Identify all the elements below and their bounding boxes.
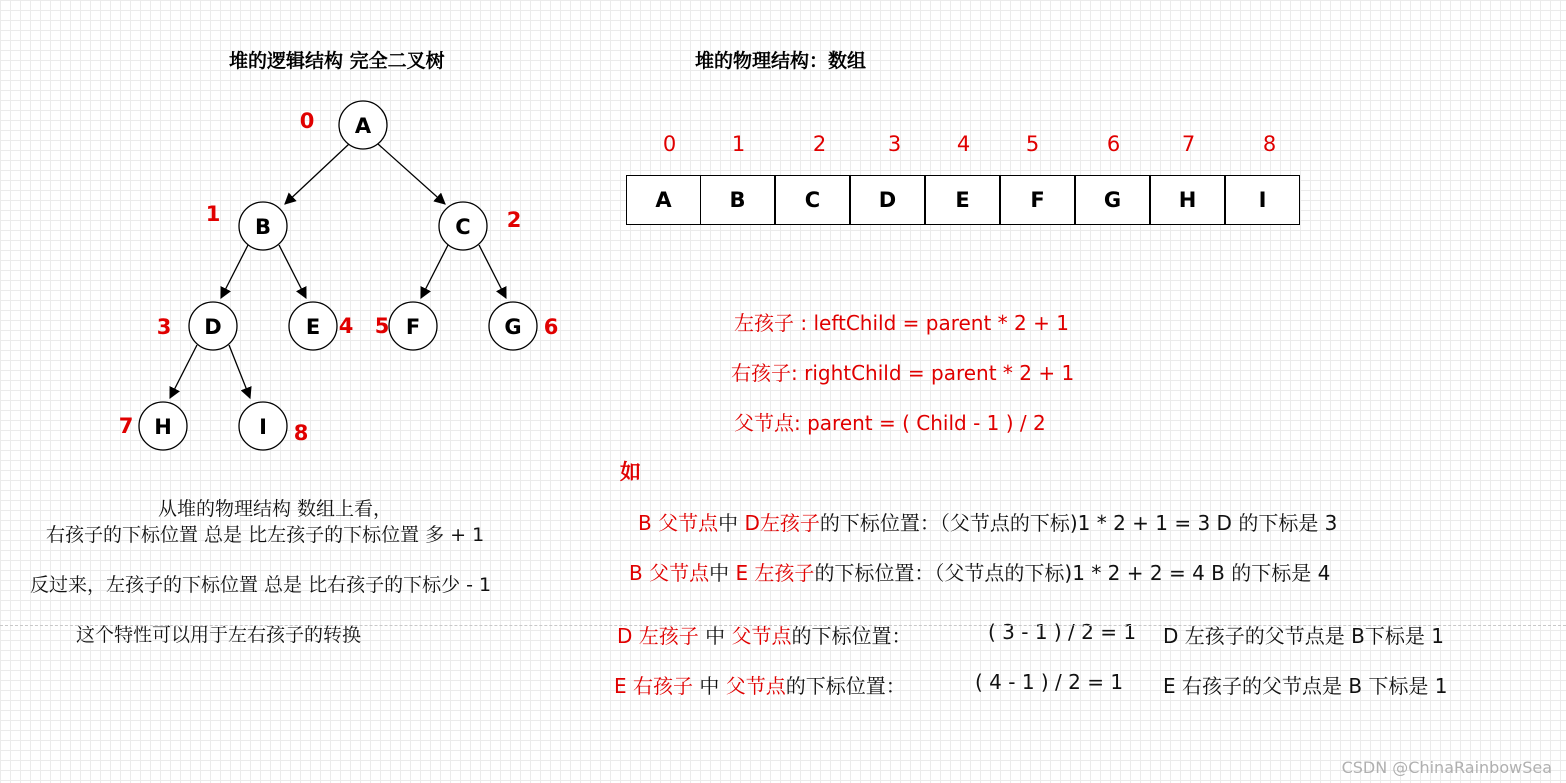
tree-node-d: [189, 302, 237, 350]
tree-node-e: [289, 302, 337, 350]
tree-index-g: 6: [543, 315, 559, 339]
tree-index-b: 1: [205, 202, 221, 226]
array-index-7: 7: [1181, 132, 1196, 156]
tree-index-d: 3: [156, 315, 172, 339]
tree-node-label-b: B: [254, 215, 272, 239]
tree-index-c: 2: [506, 208, 522, 232]
example-4-text: 的下标位置：: [785, 674, 906, 698]
example-row-4: [614, 670, 906, 699]
example-row-2: [629, 557, 1330, 586]
tree-index-a: 0: [299, 109, 315, 133]
array-index-1: 1: [731, 132, 746, 156]
example-label: 如: [620, 460, 641, 484]
example-3-mid: 中: [698, 624, 732, 648]
edge-b-d: [221, 245, 248, 298]
array-cell-8: I: [1225, 175, 1300, 225]
example-2-parent: B 父节点: [629, 561, 710, 585]
dashed-separator: [0, 625, 1566, 626]
example-3-calc: ( 3 - 1 ) / 2 = 1: [988, 620, 1137, 644]
example-1-parent: B 父节点: [638, 511, 719, 535]
example-4-parent: 父节点: [725, 674, 786, 698]
edge-a-b: [285, 144, 349, 204]
right-child-formula: 右孩子: rightChild = parent * 2 + 1: [731, 361, 1075, 385]
example-1-rest: 的下标位置：（父节点的下标)1 * 2 + 1 = 3 D 的下标是 3: [819, 511, 1338, 535]
example-3-text: 的下标位置：: [791, 624, 912, 648]
example-3-child: D 左孩子: [617, 624, 699, 648]
tree-node-b: [239, 202, 287, 250]
tree-node-c: [439, 202, 487, 250]
left-child-formula: 左孩子 : leftChild = parent * 2 + 1: [734, 311, 1069, 335]
note-line-2: 右孩子的下标位置 总是 比左孩子的下标位置 多 + 1: [46, 524, 485, 546]
tree-node-g: [489, 302, 537, 350]
tree-index-f: 5: [374, 314, 390, 338]
note-line-4: 这个特性可以用于左右孩子的转换: [76, 624, 362, 646]
array-cell-5: F: [1000, 175, 1075, 225]
tree-node-label-c: C: [455, 215, 471, 239]
array-cell-6: G: [1075, 175, 1150, 225]
tree-node-label-f: F: [405, 315, 421, 339]
tree-node-h: [139, 402, 187, 450]
tree-node-label-a: A: [354, 114, 372, 138]
tree-node-f: [389, 302, 437, 350]
edge-d-h: [170, 345, 197, 398]
example-1-mid: 中: [718, 511, 745, 535]
array-index-5: 5: [1025, 132, 1040, 156]
tree-node-i: [239, 402, 287, 450]
example-4-result: E 右孩子的父节点是 B 下标是 1: [1163, 674, 1448, 698]
array-index-6: 6: [1106, 132, 1121, 156]
watermark: CSDN @ChinaRainbowSea: [1341, 758, 1552, 777]
example-4-calc: ( 4 - 1 ) / 2 = 1: [975, 670, 1124, 694]
edge-c-f: [421, 245, 448, 298]
logical-structure-title: 堆的逻辑结构 完全二叉树: [229, 50, 445, 72]
note-line-3: 反过来，左孩子的下标位置 总是 比右孩子的下标少 - 1: [30, 574, 492, 596]
edge-a-c: [378, 144, 445, 204]
example-2-child: E 左孩子: [735, 561, 815, 585]
example-row-1: [638, 507, 1337, 536]
edge-c-g: [479, 245, 506, 298]
tree-index-h: 7: [118, 414, 134, 438]
array-index-0: 0: [662, 132, 677, 156]
tree-index-i: 8: [293, 421, 309, 445]
example-2-rest: 的下标位置：（父节点的下标)1 * 2 + 2 = 4 B 的下标是 4: [814, 561, 1331, 585]
array-index-8: 8: [1262, 132, 1277, 156]
array-cell-0: A: [626, 175, 701, 225]
array-cell-3: D: [850, 175, 925, 225]
tree-edges: [170, 144, 506, 398]
example-3-result: D 左孩子的父节点是 B下标是 1: [1163, 624, 1444, 648]
array-cell-4: E: [925, 175, 1000, 225]
example-2-mid: 中: [709, 561, 736, 585]
array-index-4: 4: [956, 132, 971, 156]
array-cell-7: H: [1150, 175, 1225, 225]
tree-node-a: [339, 101, 387, 149]
array-index-2: 2: [812, 132, 827, 156]
tree-node-label-d: D: [204, 315, 222, 339]
note-line-1: 从堆的物理结构 数组上看，: [158, 498, 393, 520]
array-cell-2: C: [775, 175, 850, 225]
binary-tree-diagram: [0, 0, 620, 470]
tree-index-e: 4: [338, 314, 354, 338]
tree-node-label-g: G: [504, 315, 522, 339]
example-1-child: D左孩子: [744, 511, 820, 535]
tree-node-label-h: H: [154, 415, 172, 439]
edge-b-e: [279, 245, 306, 298]
tree-node-label-e: E: [305, 315, 321, 339]
edge-d-i: [229, 345, 250, 398]
physical-structure-title: 堆的物理结构：数组: [695, 50, 867, 72]
array-index-3: 3: [887, 132, 902, 156]
example-4-child: E 右孩子: [614, 674, 693, 698]
example-3-parent: 父节点: [731, 624, 792, 648]
parent-formula: 父节点: parent = ( Child - 1 ) / 2: [734, 411, 1046, 435]
array-cell-1: B: [700, 175, 775, 225]
example-4-mid: 中: [693, 674, 726, 698]
tree-node-label-i: I: [259, 415, 267, 439]
